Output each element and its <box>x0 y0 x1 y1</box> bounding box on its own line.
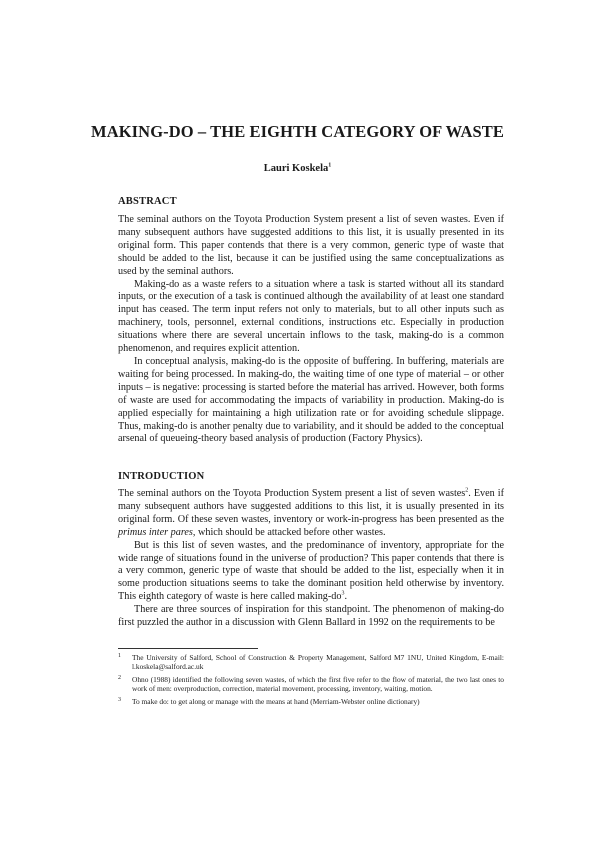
abstract-paragraph-2: Making-do as a waste refers to a situation where a task is started without all its standard inputs, or the execution of a task is continued although the availability of at least one standard input has ceased. The term input refers not only to materials, but to all other inputs such as machinery, tools, personnel, external conditions, instructions etc. Especially in production situations where there are several uncertain inflows to the task, making-do is a common phenomenon, and requires explicit attention. <box>118 278 504 355</box>
abstract-heading-block <box>118 196 504 207</box>
introduction-paragraph-1 <box>118 488 504 540</box>
footnote-text: Ohno (1988) identified the following seven wastes, of which the first five refer to the flow of material, the two last ones to work of men: overproduction, correction, material movement, processing, inventory, waiting, motion. <box>132 674 504 694</box>
footnote-ref-3: 3 <box>341 590 345 597</box>
footnote-divider <box>118 648 258 649</box>
author-line <box>0 163 595 174</box>
footnote-text: To make do: to get along or manage with the means at hand (Merriam-Webster online dictionary) <box>132 696 420 706</box>
author-name: Lauri Koskela <box>263 163 329 174</box>
footnote-1 <box>118 653 504 672</box>
footnote-mark: 1 <box>118 653 121 659</box>
author-footnote-mark: 1 <box>328 162 332 169</box>
introduction-heading-block <box>118 471 504 482</box>
intro-p1-text-c: , which should be attacked before other wastes. <box>192 526 386 538</box>
intro-p2-text-a: But is this list of seven wastes, and the predominance of inventory, appropriate for the wide range of situations found in the universe of production? This paper contends that there is a very common, generic type of waste that should be added to the list, especially when it in some production situations seems to take the dominant position held otherwise by inventory. This eighth category of waste is here called making-do <box>118 539 504 603</box>
intro-p2-text-b: . <box>344 591 348 603</box>
introduction-paragraph-3: There are three sources of inspiration for this standpoint. The phenomenon of making-do first puzzled the author in a discussion with Glenn Ballard in 1992 on the requirements to be <box>118 604 504 629</box>
abstract-paragraph-3: In conceptual analysis, making-do is the opposite of buffering. In buffering, materials are waiting for being processed. In making-do, the waiting time of one type of material – or other inputs – is negative: processing is started before the material has arrived. However, both forms of waste are used for accommodating the impacts of variability in production. Making-do is applied especially for maintaining a high utilization rate or for avoiding schedule slippage. Thus, making-do is another penalty due to variability, and it should be added to the conceptual arsenal of queueing-theory based analysis of production (Factory Physics). <box>118 355 504 445</box>
intro-p1-text-a: The seminal authors on the Toyota Production System present a list of seven wastes <box>118 488 466 499</box>
abstract-heading: ABSTRACT <box>118 196 177 207</box>
abstract-section <box>118 214 504 446</box>
footnotes <box>118 648 504 709</box>
footnote-mark: 2 <box>118 674 121 681</box>
footnote-text: The University of Salford, School of Construction & Property Management, Salford M7 1NU, United Kingdom, E-mail: l.koskela@salford.ac.uk <box>132 653 504 672</box>
footnote-2 <box>118 675 504 694</box>
introduction-section <box>118 488 504 630</box>
footnote-3 <box>118 697 504 706</box>
intro-p1-text-b: . Even if many subsequent authors have suggested additions to this list, it is usually presented in its original form. Of these seven wastes, inventory or work-in-progress has been presented as the <box>118 488 504 525</box>
intro-p1-emphasis: primus inter pares <box>118 526 193 538</box>
footnote-ref-2: 2 <box>465 487 469 494</box>
footnote-mark: 3 <box>118 696 121 703</box>
introduction-paragraph-2 <box>118 540 504 605</box>
abstract-paragraph-1: The seminal authors on the Toyota Production System present a list of seven wastes. Even if many subsequent authors have suggested additions to this list, it is usually presented in its original form. This paper contends that there is a very common, generic type of waste that should be added to the list, because it can be justified using the same conceptualizations as used by the seminal authors. <box>118 214 504 277</box>
paper-title: MAKING-DO – THE EIGHTH CATEGORY OF WASTE <box>91 122 504 141</box>
introduction-heading: INTRODUCTION <box>118 471 205 482</box>
